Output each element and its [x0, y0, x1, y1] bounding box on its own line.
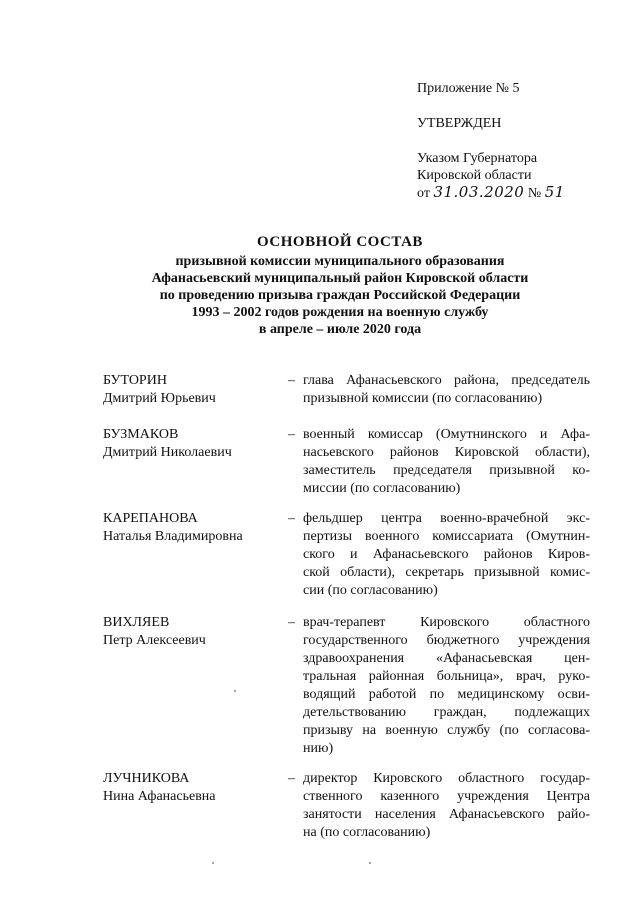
heading-line: 1993 – 2002 годов рождения на военную службу	[191, 305, 489, 320]
appendix-label: Приложение № 5	[417, 81, 520, 96]
role-line: пертизы военного комиссариата (Омутнин-	[303, 529, 590, 544]
role-line: врач-терапевт Кировского областного	[303, 615, 590, 630]
member-role	[303, 614, 590, 758]
member-dash: –	[288, 615, 295, 630]
heading-line: в апреле – июле 2020 года	[258, 322, 422, 337]
member-role	[303, 426, 590, 498]
role-line: на (по согласованию)	[303, 825, 431, 840]
role-line: директор Кировского областного государ-	[303, 771, 590, 786]
handwritten-number: 51	[544, 183, 565, 201]
member-role	[303, 372, 590, 408]
member-name	[103, 372, 278, 408]
scan-speck	[234, 690, 236, 692]
member-role	[303, 510, 590, 600]
member-surname: ВИХЛЯЕВ	[103, 615, 170, 630]
date-prefix: от	[417, 186, 430, 201]
member-surname: БУТОРИН	[103, 373, 167, 388]
member-dash: –	[288, 427, 295, 442]
approval-block	[417, 80, 617, 202]
member-given-name: Дмитрий Николаевич	[103, 445, 232, 460]
role-line: ской области), секретарь призывной комис-	[303, 565, 590, 580]
decree-date-line	[417, 184, 617, 202]
heading-line: призывной комиссии муниципального образования	[175, 254, 505, 269]
member-surname: ЛУЧНИКОВА	[103, 771, 190, 786]
number-prefix: №	[527, 186, 542, 201]
member-given-name: Дмитрий Юрьевич	[103, 391, 216, 406]
member-dash: –	[288, 511, 295, 526]
member-given-name: Нина Афанасьевна	[103, 789, 216, 804]
member-given-name: Наталья Владимировна	[103, 529, 243, 544]
role-line: водящий работой по медицинскому осви-	[303, 687, 590, 702]
role-line: фельдшер центра военно-врачебной экс-	[303, 511, 590, 526]
role-line: призыву на военную службу (по согласова-	[303, 723, 590, 738]
member-dash: –	[288, 373, 295, 388]
role-line: военный комиссар (Омутнинского и Афа-	[303, 427, 590, 442]
role-line: насьевского районов Кировской области),	[303, 445, 590, 460]
heading-line: Афанасьевский муниципальный район Кировской области	[151, 271, 529, 286]
role-line: сии (по согласованию)	[303, 583, 438, 598]
role-line: здравоохранения «Афанасьевская цен-	[303, 651, 590, 666]
role-line: тральная районная больница», врач, руко-	[303, 669, 590, 684]
member-surname: БУЗМАКОВ	[103, 427, 179, 442]
role-line: ского и Афанасьевского районов Киров-	[303, 547, 590, 562]
member-name	[103, 426, 278, 462]
role-line: государственного бюджетного учреждения	[303, 633, 590, 648]
role-line: призывной комиссии (по согласованию)	[303, 391, 543, 406]
role-line: миссии (по согласованию)	[303, 481, 461, 496]
scan-speck	[369, 862, 371, 864]
approved-label: УТВЕРЖДЕН	[417, 116, 502, 131]
document-heading	[0, 234, 640, 338]
heading-line: по проведению призыва граждан Российской Федерации	[159, 288, 521, 303]
role-line: ственного казенного учреждения Центра	[303, 789, 590, 804]
member-role	[303, 770, 590, 842]
member-surname: КАРЕПАНОВА	[103, 511, 198, 526]
member-name	[103, 770, 278, 806]
member-dash: –	[288, 771, 295, 786]
member-name	[103, 614, 278, 650]
scan-speck	[212, 862, 214, 864]
member-given-name: Петр Алексеевич	[103, 633, 206, 648]
role-line: нию)	[303, 741, 334, 756]
role-line: заместитель председателя призывной ко-	[303, 463, 590, 478]
role-line: глава Афанасьевского района, председатель	[303, 373, 590, 388]
role-line: детельствованию граждан, подлежащих	[303, 705, 590, 720]
decree-line-1: Указом Губернатора	[417, 151, 538, 166]
handwritten-date: 31.03.2020	[433, 183, 525, 201]
member-name	[103, 510, 278, 546]
role-line: занятости населения Афанасьевского райо-	[303, 807, 590, 822]
document-title: ОСНОВНОЙ СОСТАВ	[257, 234, 423, 250]
decree-line-2: Кировской области	[417, 168, 532, 183]
